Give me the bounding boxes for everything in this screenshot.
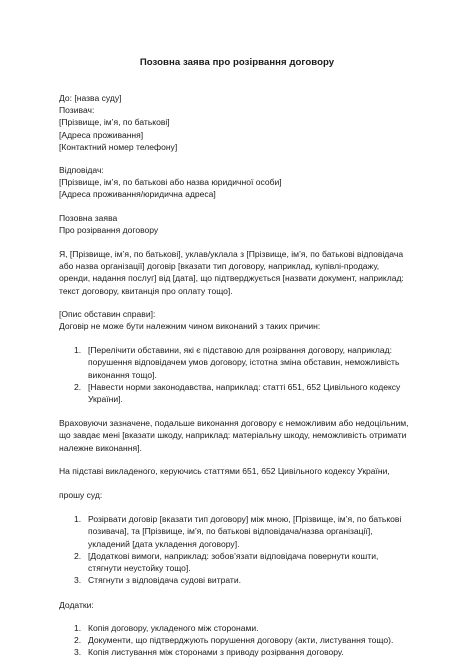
list-item-number: 2. — [74, 634, 82, 645]
list-item-number: 2. — [74, 550, 82, 561]
list-item-text: стягнути неустойку тощо]. — [88, 563, 191, 574]
list-item — [59, 344, 421, 381]
document-title: Позовна заява про розірвання договору — [139, 57, 335, 68]
list-item-text: Стягнути з відповідача судові витрати. — [88, 575, 241, 586]
addressee-block — [59, 92, 421, 153]
intro-paragraph — [59, 248, 421, 297]
list-item — [59, 634, 421, 646]
defendant-address: [Адреса проживання/юридична адреса] — [59, 189, 216, 200]
intro-line: Я, [Прізвище, ім’я, по батькові], уклав/уклала з [Прізвище, ім’я, по батькові відповідача — [59, 249, 404, 260]
intro-line: оренди, надання послуг] від [дата], що підтверджується [назвати документ, наприклад: — [59, 273, 404, 284]
list-item — [59, 622, 421, 634]
list-item-text: виконання тощо]. — [88, 369, 157, 380]
reasons-list — [59, 344, 421, 405]
list-item — [59, 574, 421, 586]
circumstances-label: [Опис обставин справи]: — [59, 308, 156, 319]
consequence-paragraph — [59, 417, 421, 454]
list-item-text: [Перелічити обставини, які є підставою для розірвання договору, наприклад: — [88, 345, 392, 356]
list-item-text: Копія договору, укладеного між сторонами. — [88, 622, 259, 633]
plaintiff-name: [Прізвище, ім’я, по батькові] — [59, 117, 170, 128]
attachments-list — [59, 622, 421, 659]
circumstances-intro: Договір не може бути належним чином виконаний з таких причин: — [59, 321, 321, 332]
plaintiff-address: [Адреса проживання] — [59, 129, 144, 140]
list-item-text: Розірвати договір [вказати тип договору] між мною, [Прізвище, ім’я, по батькові — [88, 514, 402, 525]
defendant-label: Відповідач: — [59, 165, 104, 176]
list-item — [59, 550, 421, 574]
list-item-text: порушення відповідачем умов договору, істотна зміна обставин, неможливість — [88, 357, 400, 368]
request-block — [59, 489, 421, 501]
list-item — [59, 646, 421, 658]
claim-heading: Позовна заява — [59, 212, 118, 223]
plaintiff-phone: [Контактний номер телефону] — [59, 141, 178, 152]
attachments-heading: Додатки: — [59, 599, 94, 610]
intro-line: текст договору, квитанція про оплату тощо]. — [59, 285, 233, 296]
consequence-line: Враховуючи зазначене, подальше виконання договору є неможливим або недоцільним, — [59, 418, 409, 429]
claim-subject: Про розірвання договору — [59, 224, 159, 235]
list-item-number: 1. — [74, 345, 82, 356]
court-line: До: [назва суду] — [59, 93, 122, 103]
plaintiff-label: Позивач: — [59, 105, 95, 116]
list-item-number: 1. — [74, 514, 82, 525]
list-item-number: 2. — [74, 381, 82, 392]
consequence-line: що завдає мені [вказати шкоду, наприклад: матеріальну шкоду, неможливість отримати — [59, 430, 407, 441]
circumstances-block — [59, 308, 421, 332]
defendant-block — [59, 164, 421, 201]
list-item — [59, 513, 421, 550]
list-item-text: [Навести норми законодавства, наприклад: статті 651, 652 Цивільного кодексу — [88, 381, 401, 392]
consequence-line: належне виконання]. — [59, 442, 142, 453]
intro-line: або назва організації] договір [вказати тип договору, наприклад, купівлі-продажу, — [59, 261, 380, 272]
demands-list — [59, 513, 421, 586]
list-item-text: [Додаткові вимоги, наприклад: зобов’язати відповідача повернути кошти, — [88, 550, 379, 561]
document-body — [59, 92, 421, 658]
claim-heading-block — [59, 212, 421, 236]
legal-basis — [59, 465, 421, 477]
list-item-text: позивача], та [Прізвище, ім’я, по батькові відповідача/назва організації], — [88, 526, 373, 537]
basis-line: На підставі викладеного, керуючись статтями 651, 652 Цивільного кодексу України, — [59, 465, 390, 476]
defendant-name: [Прізвище, ім’я, по батькові або назва юридичної особи] — [59, 177, 282, 188]
list-item-number: 3. — [74, 647, 82, 658]
list-item-number: 3. — [74, 575, 82, 586]
list-item-text: України]. — [88, 394, 123, 405]
list-item — [59, 381, 421, 405]
list-item-text: Документи, що підтверджують порушення договору (акти, листування тощо). — [88, 634, 394, 645]
request-line: прошу суд: — [59, 490, 103, 501]
list-item-number: 1. — [74, 622, 82, 633]
attachments-heading-block — [59, 599, 421, 611]
list-item-text: укладений [дата укладення договору]. — [88, 538, 240, 549]
list-item-text: Копія листування між сторонами з приводу розірвання договору. — [88, 647, 344, 658]
